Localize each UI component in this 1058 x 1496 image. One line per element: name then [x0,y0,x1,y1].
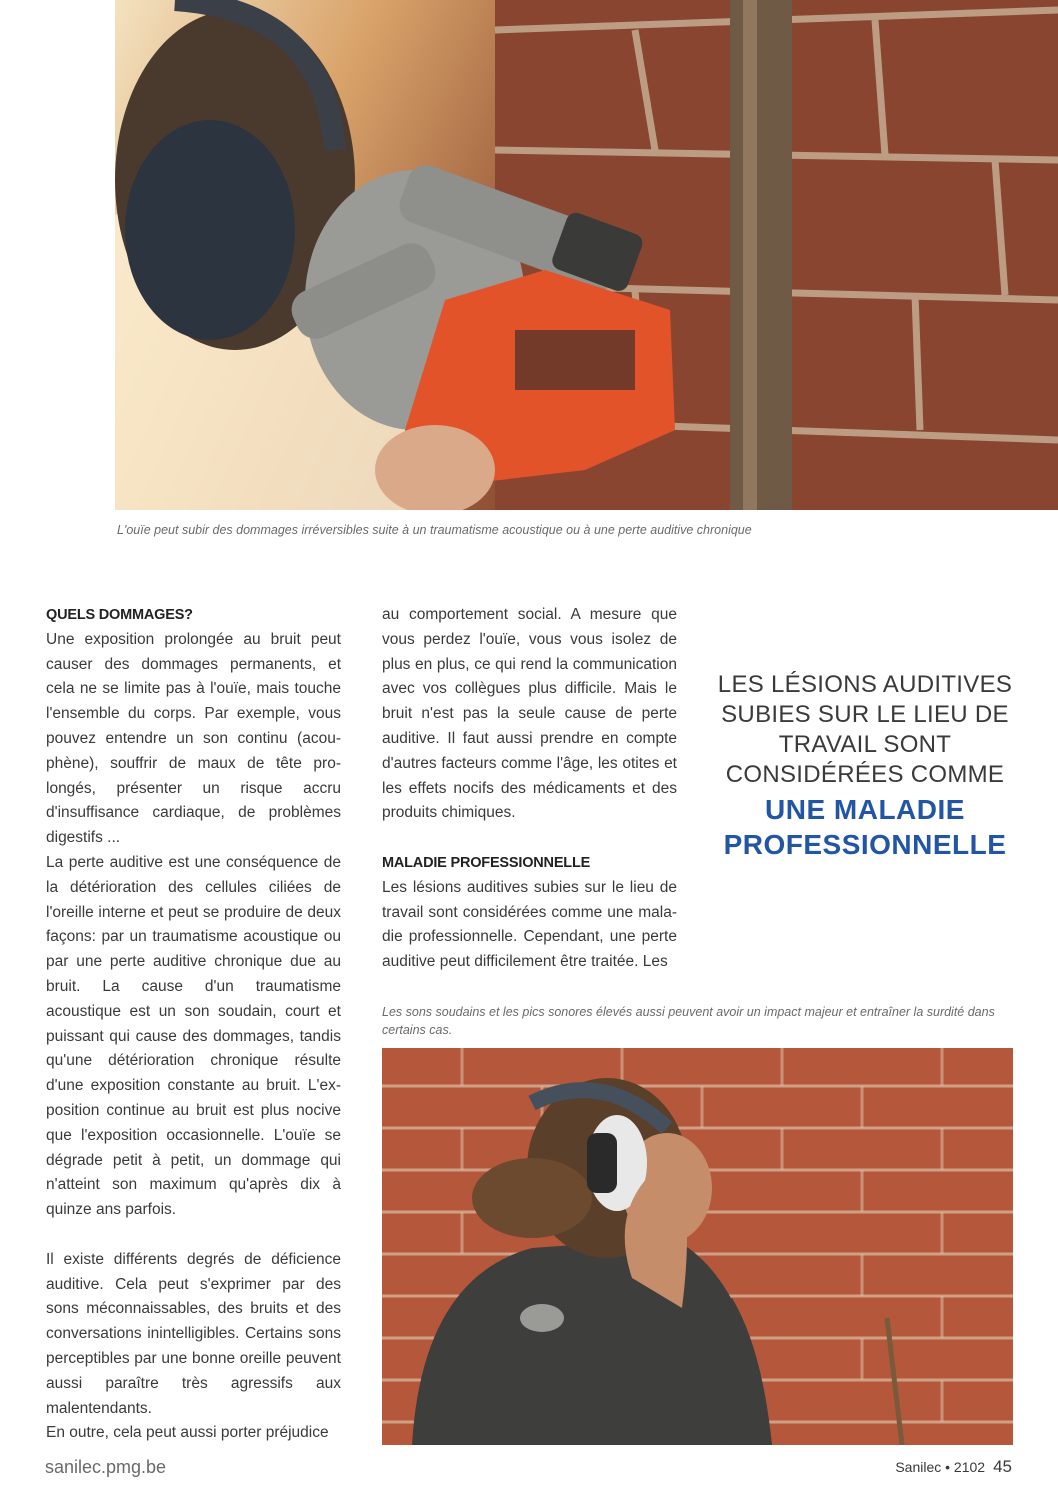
section-heading-maladie: MALADIE PROFESSIONNELLE [382,854,591,871]
page-number: 45 [993,1457,1012,1476]
photo-caption-bottom: Les sons soudains et les pics sonores élevés aussi peuvent avoir un impact majeur et entraîner la surdité dans certains cas. [382,1005,995,1037]
paragraph: Il existe différents degrés de déficience auditive. Cela peut s'exprimer par des sons méconnaissables, des bruits et des conversations inintelligibles. Certains sons perceptibles par une bonne oreille peuvent aussi paraître très agressifs aux malentendants. [46,1250,341,1417]
worker-putting-on-earmuffs-photo [382,1048,1013,1445]
photo-caption-top: L'ouïe peut subir des dommages irréversibles suite à un traumatisme acoustique ou à une perte auditive chronique [117,523,752,537]
pull-quote [700,670,1030,862]
pull-quote-line: TRAVAIL SONT [778,731,952,758]
paragraph: Les lésions auditives subies sur le lieu de travail sont considérées comme une maladie professionnelle. Cependant, une perte auditive peut difficilement être traitée. Les [382,878,677,971]
paragraph: Une exposition prolongée au bruit peut causer des dommages permanents, et cela ne se limite pas à l'ouïe, mais touche l'ensemble du corps. Par exemple, vous pouvez entendre un son continu (acouphène), souffrir de maux de tête prolongés, présenter un risque accru d'insuffisance cardiaque, de problèmes digestifs ... [46,630,341,847]
photo-illustration-bottom [382,1048,1013,1445]
article-column-2 [382,603,677,975]
pull-quote-line: CONSIDÉRÉES COMME [725,761,1005,788]
footer-publication [895,1457,1012,1477]
section-heading-dommages: QUELS DOMMAGES? [46,607,193,623]
paragraph-spacer [46,1223,341,1248]
pull-quote-line: LES LÉSIONS AUDITIVES [717,671,1013,698]
paragraph-spacer [382,826,677,851]
article-column-1 [46,603,341,1446]
footer-website: sanilec.pmg.be [45,1457,167,1477]
paragraph: La perte auditive est une conséquence de la détérioration des cellules ciliées de l'oreille interne et peut se produire de deux façons: par un traumatisme acoustique ou par une perte auditive chronique due au bruit. La cause d'un traumatisme acoustique est un son soudain, court et puissant qui cause des dommages, tandis qu'une détérioration chronique résulte d'une exposition constante au bruit. L'exposition continue au bruit est plus nocive que l'exposition occasionnelle. L'ouïe se dégrade petit à petit, un dommage qui n'atteint son maximum qu'après dix à quinze ans parfois. [46,853,341,1219]
publication-issue: Sanilec • 2102 [895,1459,986,1475]
photo-illustration-top [115,0,1058,510]
pull-quote-emphasis: PROFESSIONNELLE [723,829,1007,860]
pull-quote-emphasis: UNE MALADIE [765,794,965,825]
paragraph: En outre, cela peut aussi porter préjudice [46,1424,329,1442]
paragraph: au comportement social. A mesure que vous perdez l'ouïe, vous vous isolez de plus en plus, ce qui rend la communication avec vos collègues plus difficile. Mais le bruit n'est pas la seule cause de perte auditive. Il faut aussi prendre en compte d'autres facteurs comme l'âge, les otites et les effets nocifs des médicaments et des produits chimiques. [382,606,677,822]
worker-with-wall-saw-photo [115,0,1058,510]
pull-quote-line: SUBIES SUR LE LIEU DE [721,701,1009,728]
